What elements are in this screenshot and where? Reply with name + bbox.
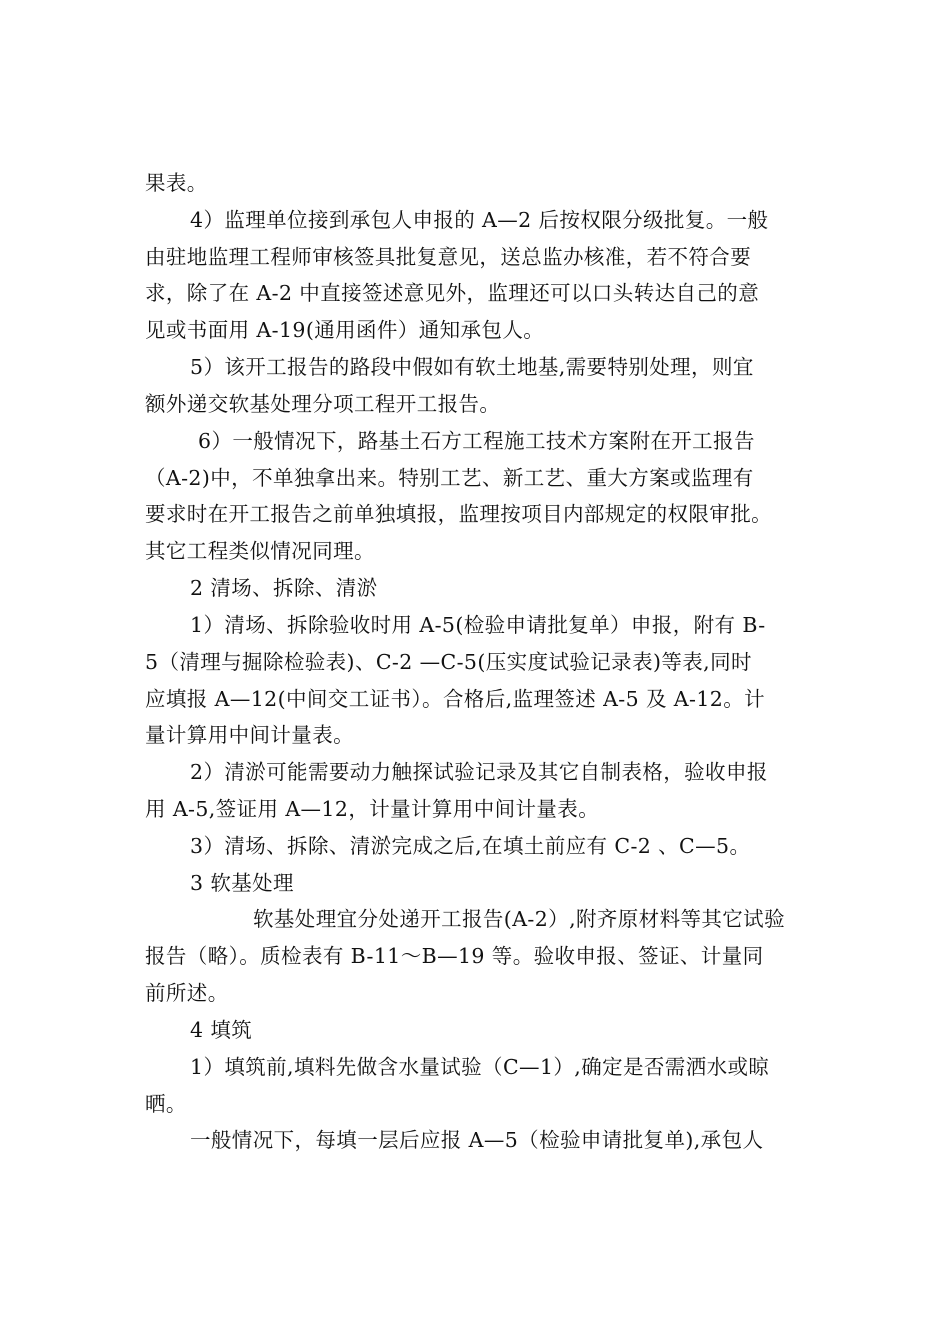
- text-line: 一般情况下，每填一层后应报 A—5（检验申请批复单),承包人: [190, 1128, 764, 1152]
- text-line: （A-2)中，不单独拿出来。特别工艺、新工艺、重大方案或监理有: [145, 466, 754, 490]
- section-heading: 2 清场、拆除、清淤: [190, 576, 378, 600]
- text-line: 用 A-5,签证用 A—12，计量计算用中间计量表。: [145, 797, 600, 821]
- text-line: 5）该开工报告的路段中假如有软土地基,需要特别处理，则宜: [190, 355, 754, 379]
- text-line: 量计算用中间计量表。: [145, 723, 354, 747]
- text-line: 2）清淤可能需要动力触探试验记录及其它自制表格，验收申报: [190, 760, 768, 784]
- text-line: 其它工程类似情况同理。: [145, 539, 375, 563]
- text-line: 1）清场、拆除验收时用 A-5(检验申请批复单）申报，附有 B-: [190, 613, 766, 637]
- section-heading: 3 软基处理: [190, 871, 294, 895]
- text-line: 应填报 A—12(中间交工证书）。合格后,监理签述 A-5 及 A-12。计: [145, 687, 766, 711]
- text-line: 1）填筑前,填料先做含水量试验（C—1）,确定是否需洒水或晾: [190, 1055, 770, 1079]
- text-line: 要求时在开工报告之前单独填报，监理按项目内部规定的权限审批。: [145, 502, 772, 526]
- text-line: 前所述。: [145, 981, 229, 1005]
- text-line: 见或书面用 A-19(通用函件）通知承包人。: [145, 318, 545, 342]
- text-line: 6）一般情况下，路基土石方工程施工技术方案附在开工报告: [198, 429, 755, 453]
- text-line: 3）清场、拆除、清淤完成之后,在填土前应有 C-2 、C—5。: [190, 834, 751, 858]
- text-line: 5（清理与掘除检验表)、C-2 —C-5(压实度试验记录表)等表,同时: [145, 650, 752, 674]
- text-line: 果表。: [145, 171, 208, 195]
- text-line: 软基处理宜分处递开工报告(A-2）,附齐原材料等其它试验: [253, 907, 785, 931]
- text-line: 晒。: [145, 1092, 187, 1116]
- text-line: 报告（略）。质检表有 B-11～B—19 等。验收申报、签证、计量同: [145, 944, 764, 968]
- text-line: 由驻地监理工程师审核签具批复意见，送总监办核准，若不符合要: [145, 245, 752, 269]
- section-heading: 4 填筑: [190, 1018, 253, 1042]
- text-line: 额外递交软基处理分项工程开工报告。: [145, 392, 501, 416]
- text-line: 4）监理单位接到承包人申报的 A—2 后按权限分级批复。一般: [190, 208, 769, 232]
- text-line: 求，除了在 A-2 中直接签述意见外，监理还可以口头转达自己的意: [145, 281, 760, 305]
